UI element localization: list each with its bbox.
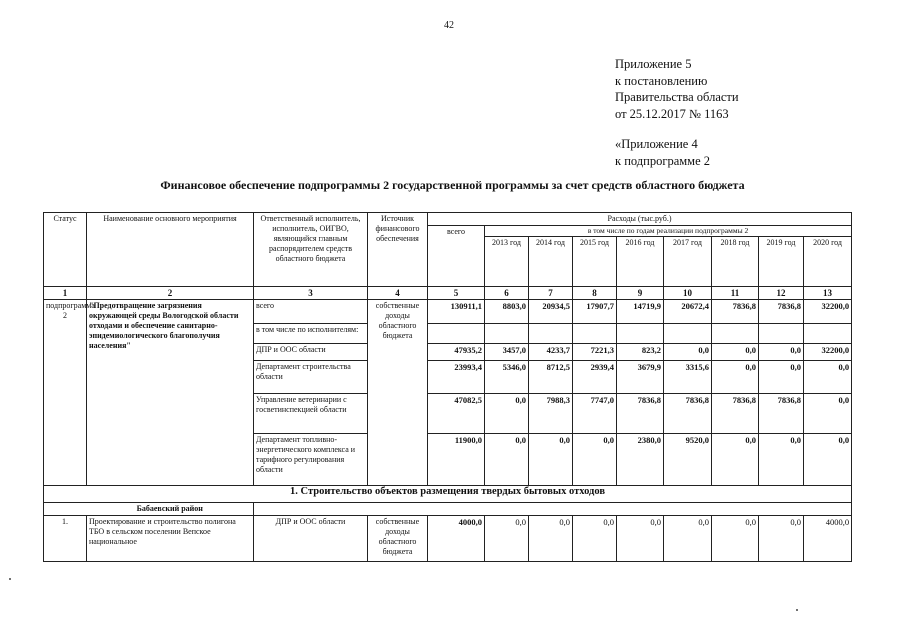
subprogram-status: подпрограмма 2	[44, 300, 87, 486]
scan-speck	[796, 609, 798, 611]
header-year: 2017 год	[664, 237, 712, 287]
cell-value: 7221,3	[573, 344, 617, 361]
cell-value	[428, 324, 485, 344]
finance-table	[43, 212, 852, 562]
item-responsible: ДПР и ООС области	[254, 516, 368, 562]
column-number: 8	[573, 287, 617, 300]
column-number: 12	[759, 287, 804, 300]
cell-value: 0,0	[664, 516, 712, 562]
cell-value: 7988,3	[529, 394, 573, 434]
cell-value: 0,0	[573, 434, 617, 486]
cell-value: 0,0	[529, 516, 573, 562]
cell-value: 0,0	[712, 516, 759, 562]
cell-value: 0,0	[804, 394, 852, 434]
cell-value	[804, 324, 852, 344]
row-responsible: всего	[254, 300, 368, 324]
column-number: 4	[368, 287, 428, 300]
header-total: всего	[428, 226, 485, 287]
cell-value: 7836,8	[712, 394, 759, 434]
cell-value: 0,0	[804, 434, 852, 486]
column-number: 7	[529, 287, 573, 300]
column-number: 10	[664, 287, 712, 300]
cell-value: 7836,8	[712, 300, 759, 324]
appendix-line: к подпрограмме 2	[615, 153, 710, 168]
appendix-line: к постановлению	[615, 73, 708, 88]
appendix-line: «Приложение 4	[615, 137, 698, 151]
cell-value: 47935,2	[428, 344, 485, 361]
item-status: 1.	[44, 516, 87, 562]
cell-value: 23993,4	[428, 361, 485, 394]
header-by-years: в том числе по годам реализации подпрограммы 2	[485, 226, 852, 237]
cell-value	[485, 324, 529, 344]
column-number: 11	[712, 287, 759, 300]
cell-value: 8803,0	[485, 300, 529, 324]
cell-value: 0,0	[759, 516, 804, 562]
cell-value: 14719,9	[617, 300, 664, 324]
cell-value	[664, 324, 712, 344]
page-number: 42	[444, 20, 454, 31]
column-number: 13	[804, 287, 852, 300]
scan-speck	[9, 578, 11, 580]
cell-value: 47082,5	[428, 394, 485, 434]
cell-value: 4000,0	[804, 516, 852, 562]
cell-value: 0,0	[759, 434, 804, 486]
cell-value: 2939,4	[573, 361, 617, 394]
appendix-line: Приложение 5	[615, 57, 692, 71]
cell-value	[573, 324, 617, 344]
cell-value: 0,0	[664, 344, 712, 361]
item-source: собственные доходы областного бюджета	[368, 516, 428, 562]
item-name: Проектирование и строительство полигона ТБО в сельском поселении Вепское национальное	[87, 516, 254, 562]
appendix-block	[615, 56, 739, 122]
header-year: 2018 год	[712, 237, 759, 287]
cell-value: 32200,0	[804, 344, 852, 361]
cell-value: 3457,0	[485, 344, 529, 361]
row-responsible: Департамент строительства области	[254, 361, 368, 394]
cell-value: 0,0	[759, 361, 804, 394]
header-year: 2014 год	[529, 237, 573, 287]
column-number: 5	[428, 287, 485, 300]
header-year: 2015 год	[573, 237, 617, 287]
cell-value: 0,0	[804, 361, 852, 394]
cell-value: 0,0	[712, 344, 759, 361]
appendix-line: Правительства области	[615, 90, 739, 104]
cell-value: 7836,8	[664, 394, 712, 434]
row-responsible: Департамент топливно-энергетического комплекса и тарифного регулирования области	[254, 434, 368, 486]
cell-value	[712, 324, 759, 344]
cell-value: 130911,1	[428, 300, 485, 324]
cell-value: 3315,6	[664, 361, 712, 394]
subprogram-source: собственные доходы областного бюджета	[368, 300, 428, 486]
cell-value: 8712,5	[529, 361, 573, 394]
cell-value: 9520,0	[664, 434, 712, 486]
cell-value: 7836,8	[759, 394, 804, 434]
cell-value: 823,2	[617, 344, 664, 361]
cell-value: 20672,4	[664, 300, 712, 324]
cell-value: 4000,0	[428, 516, 485, 562]
row-responsible: ДПР и ООС области	[254, 344, 368, 361]
column-number: 6	[485, 287, 529, 300]
subprogram-name: "Предотвращение загрязнения окружающей среды Вологодской области отходами и обеспечение санитарно-эпидемиологического благополучия населения"	[87, 300, 254, 486]
cell-value: 32200,0	[804, 300, 852, 324]
column-number: 3	[254, 287, 368, 300]
header-year: 2019 год	[759, 237, 804, 287]
cell-value: 0,0	[485, 394, 529, 434]
row-responsible: в том числе по исполнителям:	[254, 324, 368, 344]
cell-value: 0,0	[712, 434, 759, 486]
cell-value: 0,0	[573, 516, 617, 562]
appendix-line: от 25.12.2017 № 1163	[615, 106, 729, 121]
cell-value: 5346,0	[485, 361, 529, 394]
document-title: Финансовое обеспечение подпрограммы 2 государственной программы за счет средств областного бюджета	[160, 178, 745, 192]
cell-value: 0,0	[529, 434, 573, 486]
cell-value: 3679,9	[617, 361, 664, 394]
header-year: 2016 год	[617, 237, 664, 287]
cell-value: 7836,8	[617, 394, 664, 434]
column-number: 1	[44, 287, 87, 300]
cell-value: 7747,0	[573, 394, 617, 434]
cell-value: 0,0	[712, 361, 759, 394]
cell-value: 2380,0	[617, 434, 664, 486]
header-year: 2013 год	[485, 237, 529, 287]
header-responsible: Ответственный исполнитель, исполнитель, ОИГВО, являющийся главным распорядителем средств областного бюджета	[254, 213, 368, 287]
header-expenses: Расходы (тыс.руб.)	[428, 213, 852, 226]
cell-value	[617, 324, 664, 344]
cell-value: 0,0	[759, 344, 804, 361]
cell-value: 17907,7	[573, 300, 617, 324]
cell-value: 4233,7	[529, 344, 573, 361]
column-number: 2	[87, 287, 254, 300]
section-title: 1. Строительство объектов размещения твердых бытовых отходов	[44, 486, 852, 503]
header-source: Источник финансового обеспечения	[368, 213, 428, 287]
cell-value: 7836,8	[759, 300, 804, 324]
cell-value: 11900,0	[428, 434, 485, 486]
column-number: 9	[617, 287, 664, 300]
cell-value: 0,0	[485, 516, 529, 562]
cell-value: 20934,5	[529, 300, 573, 324]
cell-value: 0,0	[485, 434, 529, 486]
cell-value: 0,0	[617, 516, 664, 562]
header-status: Статус	[44, 213, 87, 287]
header-name: Наименование основного мероприятия	[87, 213, 254, 287]
row-responsible: Управление ветеринарии с госветинспекцией области	[254, 394, 368, 434]
cell-value	[759, 324, 804, 344]
appendix-block-2	[615, 136, 710, 169]
header-year: 2020 год	[804, 237, 852, 287]
district-name: Бабаевский район	[87, 503, 254, 516]
cell-value	[529, 324, 573, 344]
